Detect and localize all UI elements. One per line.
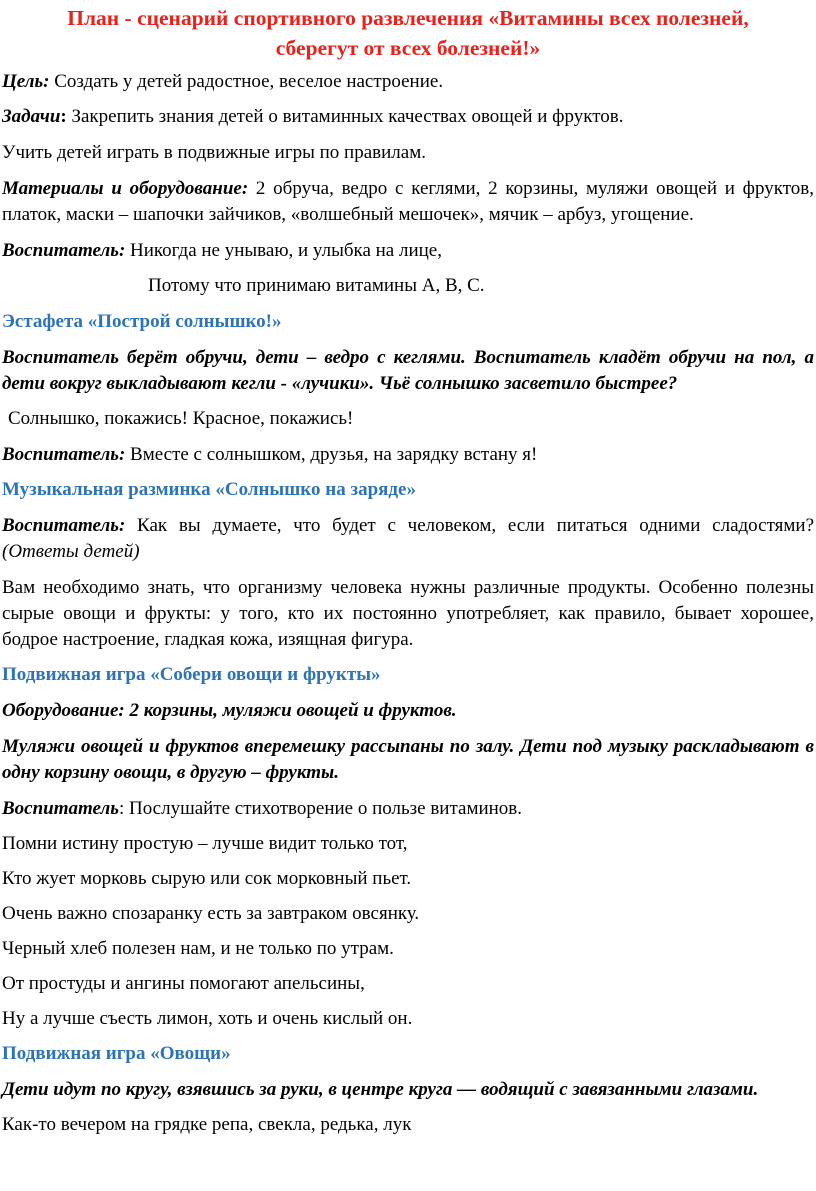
teacher-label: Воспитатель: bbox=[2, 240, 126, 261]
teacher-text: : Послушайте стихотворение о пользе витаминов. bbox=[118, 798, 523, 819]
relay-description: Воспитатель берёт обручи, дети – ведро с кеглями. Воспитатель кладёт обручи на пол, а дети вокруг выкладывают кегли - «лучики». Чьё солнышко засветило быстрее? bbox=[2, 347, 814, 394]
poem-line: Очень важно спозаранку есть за завтраком овсянку. bbox=[2, 903, 420, 924]
tasks-colon: : bbox=[60, 106, 67, 127]
materials-label: Материалы и оборудование: bbox=[2, 178, 249, 199]
teacher-label: Воспитатель: bbox=[2, 515, 126, 536]
nutrition-paragraph: Вам необходимо знать, что организму человека нужны различные продукты. Особенно полезны сырые овощи и фрукты: у того, кто их постоянно употребляет, как правило, бывает хорошее, бодрое настроение, гладкая кожа, изящная фигура. bbox=[2, 577, 814, 650]
poem-line: Черный хлеб полезен нам, и не только по утрам. bbox=[2, 938, 394, 959]
teacher-line-3 bbox=[2, 513, 814, 565]
game2-heading: Подвижная игра «Овощи» bbox=[2, 1043, 231, 1064]
poem-line: Кто жует морковь сырую или сок морковный пьет. bbox=[2, 868, 412, 889]
warmup-heading: Музыкальная разминка «Солнышко на заряде» bbox=[2, 479, 416, 500]
teacher-text: Как вы думаете, что будет с человеком, если питаться одними сладостями? bbox=[125, 515, 814, 536]
tasks-label: Задачи bbox=[2, 106, 61, 127]
goal-text: Создать у детей радостное, веселое настроение. bbox=[49, 71, 444, 92]
poem-line: Помни истину простую – лучше видит только тот, bbox=[2, 833, 408, 854]
title-line-1: План - сценарий спортивного развлечения «Витамины всех полезней, bbox=[67, 6, 749, 30]
relay-heading: Эстафета «Построй солнышко!» bbox=[2, 311, 282, 332]
teacher-line-4 bbox=[2, 796, 814, 822]
teacher-line-1 bbox=[2, 238, 814, 264]
teacher-text: Вместе с солнышком, друзья, на зарядку встану я! bbox=[125, 444, 538, 465]
tasks-paragraph bbox=[2, 104, 814, 130]
goal-paragraph bbox=[2, 69, 814, 95]
game1-heading: Подвижная игра «Собери овощи и фрукты» bbox=[2, 664, 381, 685]
title-line-2: сберегут от всех болезней!» bbox=[275, 36, 541, 60]
teacher-label: Воспитатель: bbox=[2, 444, 126, 465]
teacher-text: Никогда не унываю, и улыбка на лице, bbox=[125, 240, 442, 261]
teacher-label: Воспитатель bbox=[2, 798, 119, 819]
document-title bbox=[2, 0, 814, 63]
game1-description: Муляжи овощей и фруктов вперемешку рассыпаны по залу. Дети под музыку раскладывают в одну корзину овощи, в другую – фрукты. bbox=[2, 736, 814, 783]
poem bbox=[2, 831, 814, 1032]
poem-line: От простуды и ангины помогают апельсины, bbox=[2, 973, 365, 994]
tasks-text: Закрепить знания детей о витаминных качествах овощей и фруктов. bbox=[66, 106, 624, 127]
teacher-line-2 bbox=[2, 442, 814, 468]
tasks-paragraph-2: Учить детей играть в подвижные игры по правилам. bbox=[2, 142, 426, 163]
teacher-note: (Ответы детей) bbox=[2, 541, 140, 562]
poem-line: Ну а лучше съесть лимон, хоть и очень кислый он. bbox=[2, 1008, 413, 1029]
teacher-line-1b: Потому что принимаю витамины А, В, С. bbox=[148, 275, 485, 296]
game1-equipment: Оборудование: 2 корзины, муляжи овощей и фруктов. bbox=[2, 700, 457, 721]
game2-description: Дети идут по кругу, взявшись за руки, в центре круга — водящий с завязанными глазами. bbox=[2, 1079, 759, 1100]
sun-call: Солнышко, покажись! Красное, покажись! bbox=[8, 408, 354, 429]
materials-text: 2 обруча, ведро с кеглями, 2 корзины, муляжи овощей и фруктов, платок, маски – шапочки зайчиков, «волшебный мешочек», мячик – арбуз, угощение. bbox=[2, 178, 814, 225]
goal-label: Цель: bbox=[2, 71, 50, 92]
last-line: Как-то вечером на грядке репа, свекла, редька, лук bbox=[2, 1114, 412, 1135]
materials-paragraph bbox=[2, 176, 814, 228]
